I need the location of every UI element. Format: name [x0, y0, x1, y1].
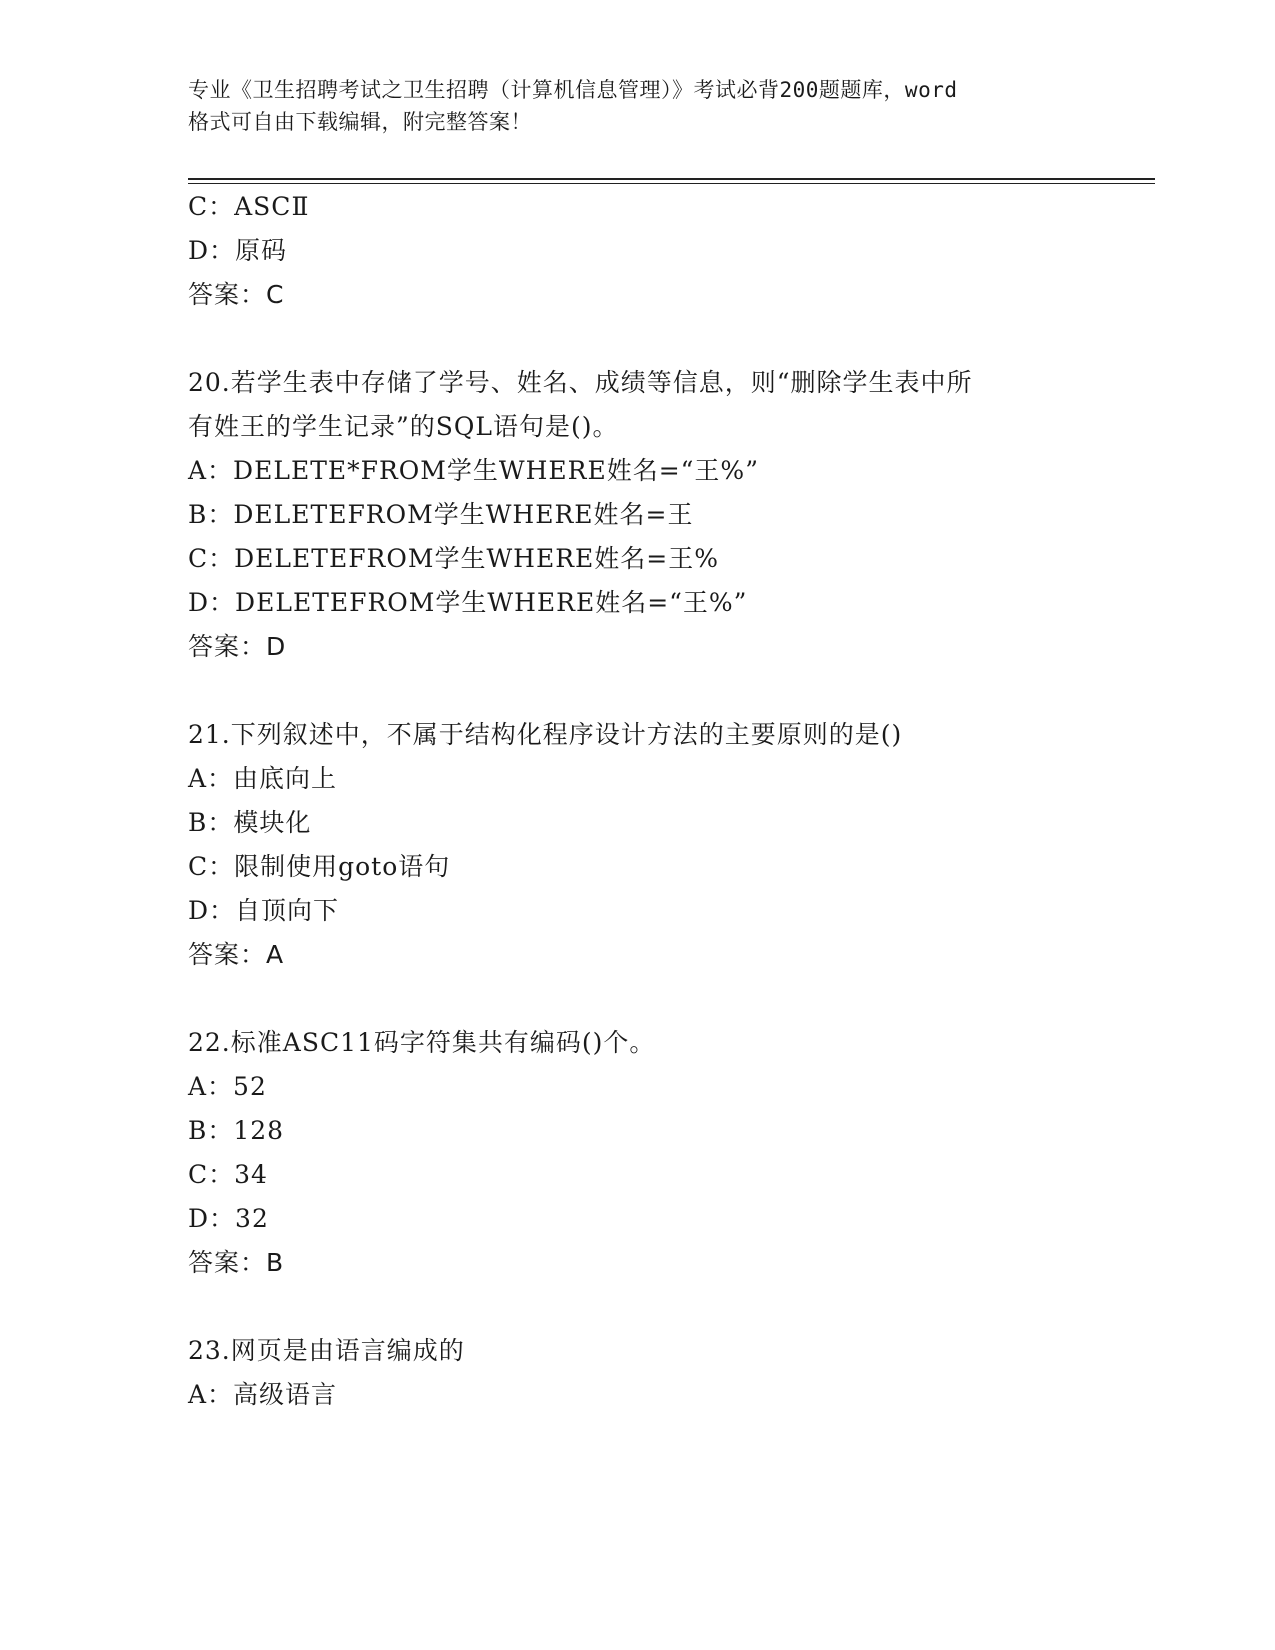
q21-option-c: C：限制使用goto语句 [188, 852, 451, 881]
header-line-2: 格式可自由下载编辑，附完整答案！ [188, 110, 532, 134]
q21-answer: 答案：A [188, 940, 285, 969]
q20-answer: 答案：D [188, 632, 287, 661]
q21-option-b: B：模块化 [188, 808, 312, 837]
q20-option-a: A：DELETE*FROM学生WHERE姓名=“王%” [188, 456, 759, 485]
header-divider-thick [188, 178, 1155, 180]
q19-answer: 答案：C [188, 280, 285, 309]
q20-option-b: B：DELETEFROM学生WHERE姓名=王 [188, 500, 694, 529]
q20-question-line-1: 20.若学生表中存储了学号、姓名、成绩等信息，则“删除学生表中所 [188, 368, 973, 397]
q19-option-c: C：ASCⅡ [188, 192, 310, 221]
header-divider-thin [188, 183, 1155, 184]
q22-option-d: D：32 [188, 1204, 269, 1233]
q20-question-line-2: 有姓王的学生记录”的SQL语句是()。 [188, 412, 619, 441]
q23-question: 23.网页是由语言编成的 [188, 1336, 465, 1365]
document-header [188, 74, 1088, 138]
q20-option-c: C：DELETEFROM学生WHERE姓名=王% [188, 544, 719, 573]
q20-option-d: D：DELETEFROM学生WHERE姓名=“王%” [188, 588, 748, 617]
q22-question: 22.标准ASC11码字符集共有编码()个。 [188, 1028, 656, 1057]
q21-option-d: D：自顶向下 [188, 896, 340, 925]
q19-option-d: D：原码 [188, 236, 288, 265]
header-line-1: 专业《卫生招聘考试之卫生招聘（计算机信息管理）》考试必背200题题库，word [188, 78, 958, 102]
q22-option-c: C：34 [188, 1160, 268, 1189]
q21-question: 21.下列叙述中，不属于结构化程序设计方法的主要原则的是() [188, 720, 903, 749]
q22-option-b: B：128 [188, 1116, 285, 1145]
q21-option-a: A：由底向上 [188, 764, 338, 793]
q22-option-a: A：52 [188, 1072, 267, 1101]
q22-answer: 答案：B [188, 1248, 285, 1277]
q23-option-a: A：高级语言 [188, 1380, 338, 1409]
